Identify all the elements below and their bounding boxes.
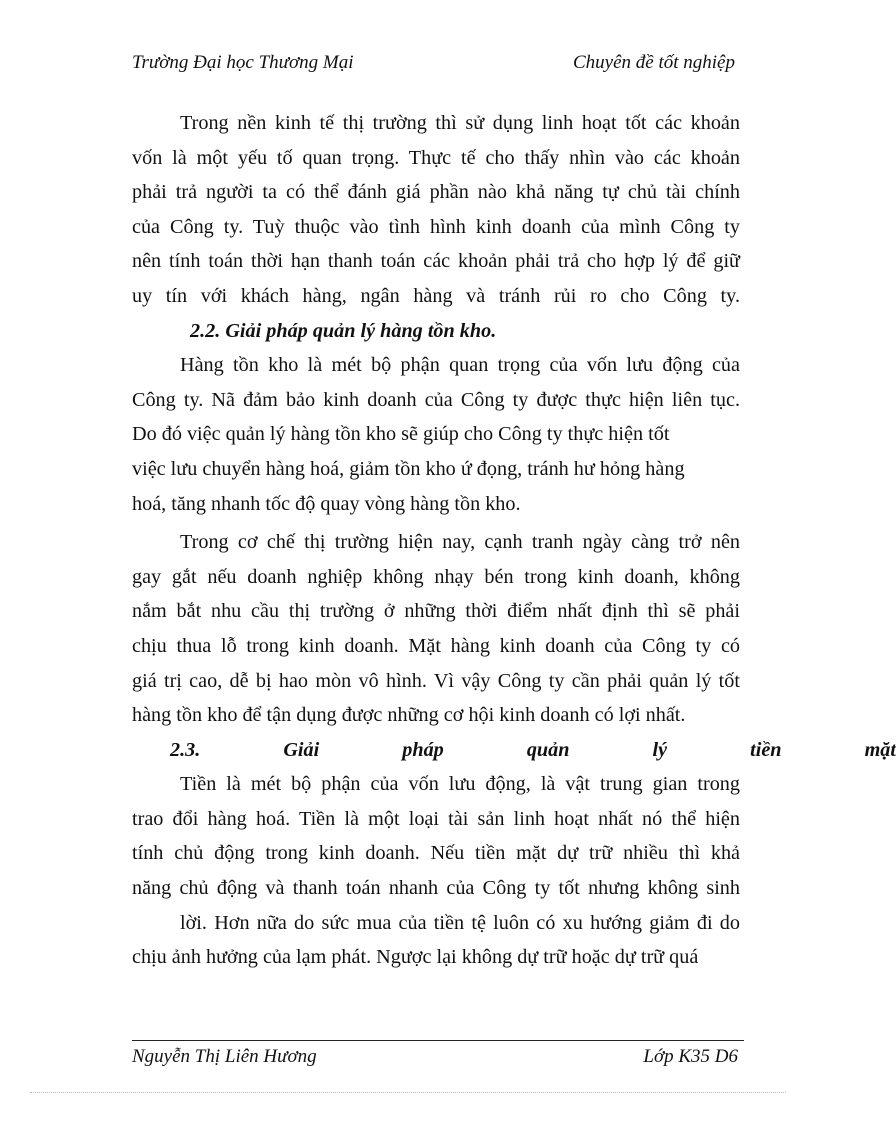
text-line: Tiền là mét bộ phận của vốn lưu động, là vật trung gian trong (180, 773, 740, 796)
text-line: phải trả người ta có thể đánh giá phần nào khả năng tự chủ tài chính (132, 181, 740, 204)
paragraph-4 (132, 767, 740, 975)
text-line: năng chủ động và thanh toán nhanh của Công ty tốt nhưng không sinh (132, 877, 740, 900)
page-header (132, 52, 735, 80)
header-school: Trường Đại học Thương Mại (132, 52, 354, 73)
text-line: nắm bắt nhu cầu thị trường ở những thời điểm nhất định thì sẽ phải (132, 600, 740, 623)
paragraph-3 (132, 525, 740, 733)
text-line: Trong cơ chế thị trường hiện nay, cạnh tranh ngày càng trở nên (180, 531, 740, 554)
text-line: tính chủ động trong kinh doanh. Nếu tiền mặt dự trữ nhiều thì khả (132, 842, 740, 865)
text-line: hoá, tăng nhanh tốc độ quay vòng hàng tồn kho. (132, 492, 521, 515)
text-line: Trong nền kinh tế thị trường thì sử dụng linh hoạt tốt các khoản (180, 112, 740, 134)
text-line: trao đổi hàng hoá. Tiền là một loại tài sản linh hoạt nhất nó thể hiện (132, 807, 740, 830)
text-line: chịu thua lỗ trong kinh doanh. Mặt hàng kinh doanh của Công ty có (132, 634, 740, 657)
text-line: việc lưu chuyển hàng hoá, giảm tồn kho ứ đọng, tránh hư hỏng hàng (132, 457, 685, 480)
paragraph-1 (132, 106, 740, 314)
text-line: lời. Hơn nữa do sức mua của tiền tệ luôn có xu hướng giảm đi do (180, 911, 740, 934)
text-line: của Công ty. Tuỳ thuộc vào tình hình kinh doanh của mình Công ty (132, 215, 740, 238)
footer-divider (132, 1040, 744, 1041)
page-footer (132, 1046, 738, 1072)
footer-class: Lớp K35 D6 (643, 1046, 738, 1067)
text-line: chịu ảnh hưởng của lạm phát. Ngược lại không dự trữ hoặc dự trữ quá (132, 946, 699, 969)
text-line: nên tính toán thời hạn thanh toán các khoản phải trả cho hợp lý để giữ (132, 250, 740, 273)
text-line: giá trị cao, dễ bị hao mòn vô hình. Vì vậy Công ty cần phải quản lý tốt (132, 669, 740, 692)
text-line: Công ty. Nã đảm bảo kinh doanh của Công ty được thực hiện liên tục. (132, 388, 740, 411)
paragraph-2 (132, 348, 740, 521)
footer-author: Nguyễn Thị Liên Hương (132, 1046, 317, 1067)
document-body (132, 106, 896, 975)
page-edge-divider (30, 1092, 786, 1093)
section-heading-2-2: 2.2. Giải pháp quản lý hàng tồn kho. (190, 319, 497, 342)
text-line: vốn là một yếu tố quan trọng. Thực tế cho thấy nhìn vào các khoản (132, 146, 740, 169)
text-line: Do đó việc quản lý hàng tồn kho sẽ giúp cho Công ty thực hiện tốt (132, 423, 670, 446)
text-line: gay gắt nếu doanh nghiệp không nhạy bén trong kinh doanh, không (132, 565, 740, 588)
header-title: Chuyên đề tốt nghiệp (573, 52, 735, 73)
section-heading-2-3: 2.3. Giải pháp quản lý tiền mặt (170, 738, 896, 761)
text-line: uy tín với khách hàng, ngân hàng và tránh rủi ro cho Công ty. (132, 284, 740, 307)
text-line: hàng tồn kho để tận dụng được những cơ hội kinh doanh có lợi nhất. (132, 704, 686, 727)
text-line: Hàng tồn kho là mét bộ phận quan trọng của vốn lưu động của (180, 354, 740, 377)
